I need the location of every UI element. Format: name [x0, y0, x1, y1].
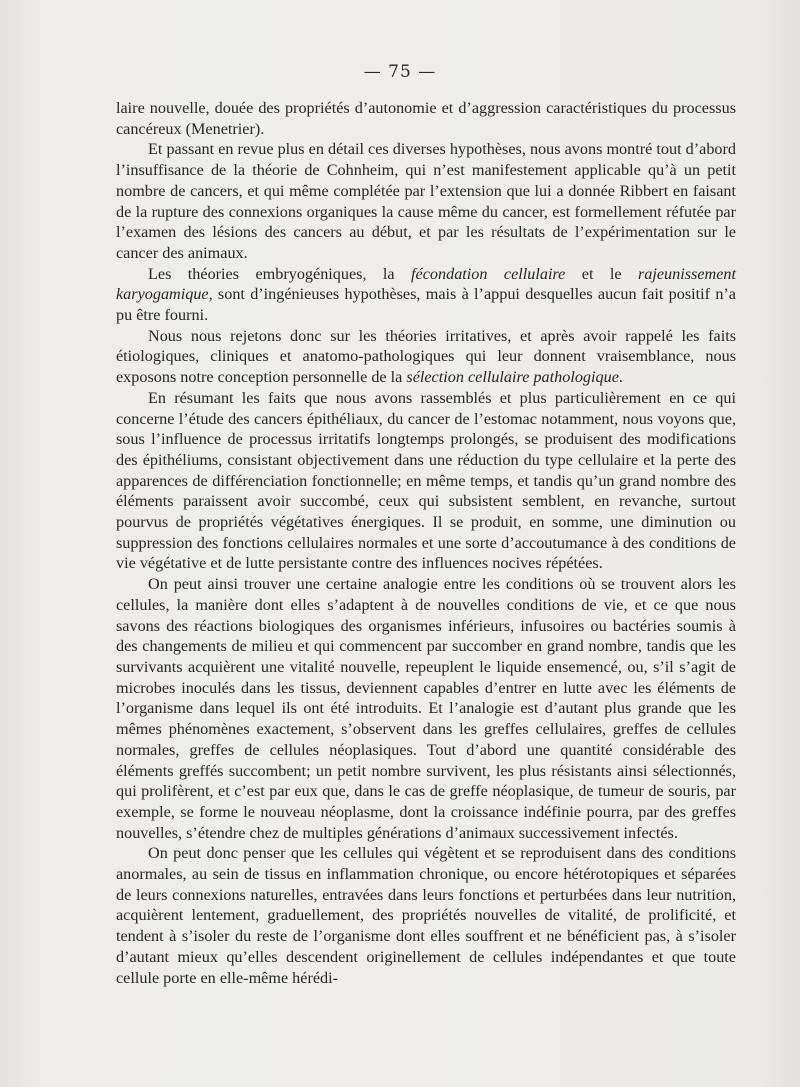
page-number: — 75 —: [363, 62, 437, 82]
paragraph-1: laire nouvelle, douée des propriétés d’autonomie et d’aggression caractéristiques du processus cancéreux (Menetrier).: [116, 99, 736, 138]
paragraph-4: [116, 326, 736, 388]
paragraph-7: On peut donc penser que les cellules qui végètent et se reproduisent dans des conditions anormales, au sein de tissus en inflammation chronique, ou encore hétérotopiques et séparées de leurs connexions naturelles, entravées dans leurs fonctions et perturbées dans leur nutrition, acquièrent lentement, graduellement, des propriétés nouvelles de vitalité, de prolificité, et tendent à s’isoler du reste de l’organisme dont elles souffrent et ne bénéficient pas, à s’isoler d’autant mieux qu’elles descendent originellement de cellules indépendantes et que toute cellule porte en elle-même hérédi-: [116, 844, 736, 987]
term-rajeunissement-karyogamique: rajeunissement karyogamique: [116, 264, 736, 304]
paragraph-4-text-a: Nous nous rejetons donc sur les théories irritatives, et après avoir rappelé les faits étiologiques, cliniques et anatomo-pathologiques qui leur donnent vraisemblance, nous exposons notre conception personnelle de la: [116, 326, 736, 387]
paragraph-3-text-c: , sont d’ingénieuses hypothèses, mais à l’appui desquelles aucun fait positif n’a pu être fourni.: [116, 285, 736, 325]
term-fecondation-cellulaire: fécondation cellulaire: [411, 264, 566, 283]
paragraph-3: [116, 264, 736, 326]
paragraph-4-text-b: .: [618, 368, 623, 387]
paragraph-3-text-b: et le: [565, 264, 638, 283]
term-selection-cellulaire-pathologique: sélection cellulaire pathologique: [406, 368, 619, 387]
paragraph-6: On peut ainsi trouver une certaine analogie entre les conditions où se trouvent alors les cellules, la manière dont elles s’adaptent à de nouvelles conditions de vie, et ce que nous savons des réactions biologiques des organismes inférieurs, infusoires ou bactéries soumis à des changements de milieu et qui commencent par succomber en grand nombre, tandis que les survivants acquièrent une vitalité nouvelle, repeuplent le liquide ensemencé, ou, s’il s’agit de microbes inoculés dans les tissus, deviennent capables d’entrer en lutte avec les éléments de l’organisme dans lequel ils ont été introduits. Et l’analogie est d’autant plus grande que les mêmes phénomènes exactement, s’observent dans les greffes cellulaires, greffes de cellules normales, greffes de cellules néoplasiques. Tout d’abord une quantité considérable des éléments greffés succombent; un petit nombre survivent, les plus résistants ainsi sélectionnés, qui prolifèrent, et c’est par eux que, dans le cas de greffe néoplasique, de tumeur de souris, par exemple, se forme le nouveau néoplasme, dont la croissance indéfinie pourra, par des greffes nouvelles, s’étendre chez de multiples générations d’animaux successivement infectés.: [116, 575, 736, 842]
paragraph-3-text-a: Les théories embryogéniques, la: [148, 264, 412, 283]
body-text: [116, 98, 736, 988]
paragraph-2: Et passant en revue plus en détail ces diverses hypothèses, nous avons montré tout d’abord l’insuffisance de la théorie de Cohnheim, qui n’est manifestement applicable qu’à un petit nombre de cancers, et qui même complétée par l’extension que lui a donnée Ribbert en faisant de la rupture des connexions organiques la cause même du cancer, est formellement réfutée par l’examen des lésions des cancers au début, et par les résultats de l’expérimentation sur le cancer des animaux.: [116, 140, 736, 262]
paragraph-5: En résumant les faits que nous avons rassemblés et plus particulièrement en ce qui concerne l’étude des cancers épithéliaux, du cancer de l’estomac notamment, nous voyons que, sous l’influence de processus irritatifs longtemps prolongés, se produisent des modifications des épithéliums, consistant objectivement dans une réduction du type cellulaire et la perte des apparences de différenciation fonctionnelle; en même temps, et tandis qu’un grand nombre des éléments paraissent avoir succombé, ceux qui subsistent semblent, en revanche, surtout pourvus de propriétés végétatives énergiques. Il se produit, en somme, une diminution ou suppression des fonctions cellulaires normales et une sorte d’accoutumance à des conditions de vie végétative et de lutte persistante contre des influences nocives répétées.: [116, 388, 736, 573]
